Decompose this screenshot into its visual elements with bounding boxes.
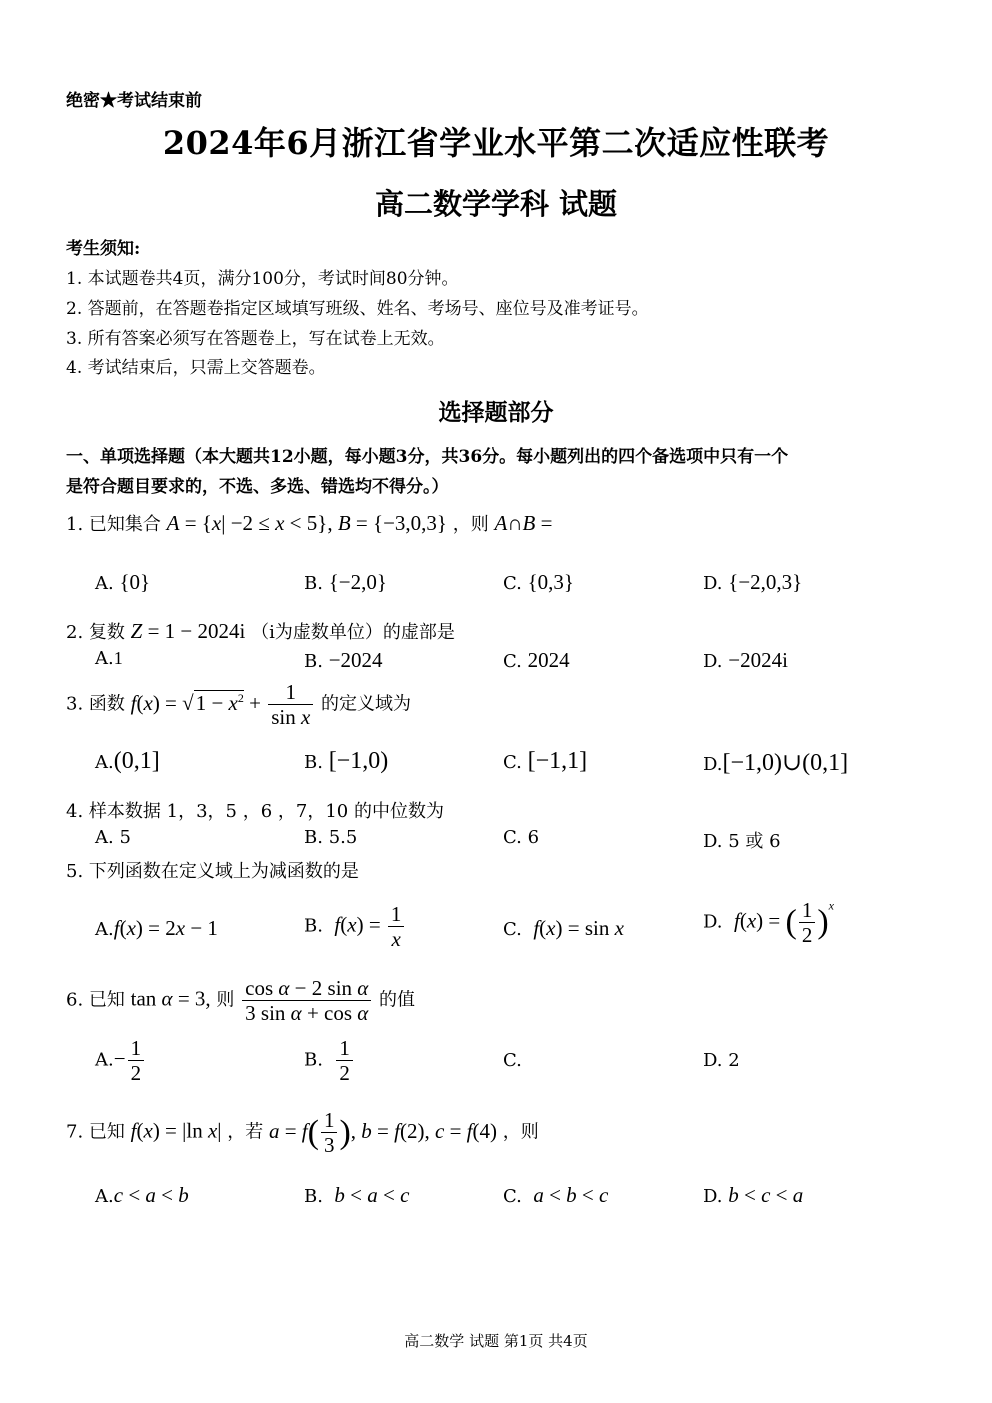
question-2-suffix: （i为虚数单位）的虚部是 [251, 622, 455, 643]
question-4-option-b[interactable]: B. 5.5 [304, 827, 358, 848]
question-1-option-a[interactable]: A. {0} [95, 570, 151, 594]
question-2-option-d[interactable]: D. −2024i [703, 648, 788, 672]
question-6-mid: 则 [216, 989, 235, 1011]
question-2-option-a[interactable]: A.1 [95, 648, 123, 669]
question-3-prefix: 3. 函数 [66, 693, 125, 715]
question-5-option-d[interactable]: D. f(x) = ( $\frac{1}{2}$ )$^x$ [703, 898, 834, 948]
question-6-option-b[interactable]: B. $\frac{1}{2}$ [304, 1036, 355, 1085]
question-6-prefix: 6. 已知 [66, 989, 125, 1011]
question-6-option-c[interactable]: C. [503, 1050, 522, 1071]
question-6-suffix: 的值 [379, 989, 416, 1011]
question-1-option-d[interactable]: D. {−2,0,3} [703, 570, 803, 594]
notice-item: 3. 所有答案必须写在答题卷上，写在试卷上无效。 [66, 329, 445, 349]
question-5: 5. 下列函数在定义域上为减函数的是 [66, 861, 359, 882]
exam-title: 2024年6月浙江省学业水平第二次适应性联考 [162, 124, 830, 162]
question-4-option-d[interactable]: D. 5 或 6 [703, 831, 781, 852]
question-1-option-b[interactable]: B. {−2,0} [304, 570, 387, 594]
question-7-suffix: ，则 [502, 1121, 539, 1143]
question-2-option-c[interactable]: C. 2024 [503, 648, 570, 672]
question-6-option-d[interactable]: D. 2 [703, 1050, 740, 1071]
notice-item: 4. 考试结束后，只需上交答题卷。 [66, 358, 326, 378]
question-4-option-c[interactable]: C. 6 [503, 827, 540, 848]
question-7-option-c[interactable]: C. a < b < c [503, 1183, 609, 1207]
notice-item: 1. 本试题卷共4页，满分100分，考试时间80分钟。 [66, 269, 459, 289]
question-1: 1. 已知集合 A = {x| −2 ≤ x < 5}, B = {−3,0,3} ，则 A∩B = [66, 511, 553, 535]
question-6-option-a[interactable]: A.− $\frac{1}{2}$ [95, 1036, 146, 1085]
question-2-option-b[interactable]: B. −2024 [304, 648, 383, 672]
question-7-mid: ，若 [227, 1121, 264, 1143]
question-2: 2. 复数 Z = 1 − 2024i （i为虚数单位）的虚部是 [66, 619, 455, 643]
question-6-fraction: $\frac{\text{cos α − 2 sin α}}{\text{3 sin α + cos α}}$ [242, 976, 371, 1025]
question-3-option-b[interactable]: B. [−1,0) [304, 748, 389, 774]
question-3-option-c[interactable]: C. [−1,1] [503, 748, 588, 774]
notice-heading: 考生须知: [66, 239, 141, 259]
question-5-option-c[interactable]: C. f(x) = sin x [503, 916, 624, 940]
question-7-prefix: 7. 已知 [66, 1121, 125, 1143]
question-1-prefix: 1. 已知集合 [66, 514, 161, 535]
question-7: 7. 已知 f(x) = |ln x| ，若 a = f( $\frac{1}{3}$ ), b = f(2), c = f(4) ，则 [66, 1108, 539, 1158]
question-2-formula: Z [130, 619, 143, 643]
part-instructions-line1: 一、单项选择题（本大题共12小题，每小题3分，共36分。每小题列出的四个备选项中只有一个 [66, 447, 789, 467]
question-3 [66, 680, 411, 729]
question-1-formula: A [166, 511, 180, 535]
question-3-option-d[interactable]: D.[−1,0)∪(0,1] [703, 750, 849, 776]
question-7-option-b[interactable]: B. b < a < c [304, 1183, 410, 1207]
question-7-option-a[interactable]: A.c < a < b [95, 1183, 189, 1207]
question-3-suffix: 的定义域为 [321, 693, 412, 715]
question-7-formula: a = f( $\frac{1}{3}$ ), b = f(2), c = f(4) [268, 1108, 497, 1158]
question-4-option-a[interactable]: A. 5 [95, 827, 131, 848]
question-5-option-a[interactable]: A.f(x) = 2x − 1 [95, 916, 218, 940]
question-1-suffix: ，则 [452, 514, 489, 535]
question-7-option-d[interactable]: D. b < c < a [703, 1183, 804, 1207]
question-2-prefix: 2. 复数 [66, 622, 125, 643]
exam-subtitle: 高二数学学科 试题 [374, 187, 618, 221]
question-4: 4. 样本数据 1，3，5 ，6 ，7，10 的中位数为 [66, 801, 444, 822]
question-5-option-b[interactable]: B. f(x) = $\frac{1}{x}$ [304, 902, 406, 951]
confidential-label: 绝密★考试结束前 [66, 91, 202, 111]
question-1-option-c[interactable]: C. {0,3} [503, 570, 575, 594]
question-3-option-a[interactable]: A.(0,1] [95, 748, 160, 774]
question-3-formula: $f(x) = √1 - x^2$ + $\frac{1}{\text{sin x}}$ [131, 694, 316, 715]
question-6: 6. 已知 tan α = 3, 则 $\frac{\text{cos α − 2 sin α}}{\text{3 sin α + cos α}}$ 的值 [66, 976, 416, 1026]
section-title: 选择题部分 [438, 399, 554, 426]
notice-item: 2. 答题前，在答题卷指定区域填写班级、姓名、考场号、座位号及准考证号。 [66, 299, 649, 319]
part-instructions-line2: 是符合题目要求的，不选、多选、错选均不得分。） [66, 477, 449, 497]
page-footer: 高二数学 试题 第1页 共4页 [404, 1332, 588, 1350]
